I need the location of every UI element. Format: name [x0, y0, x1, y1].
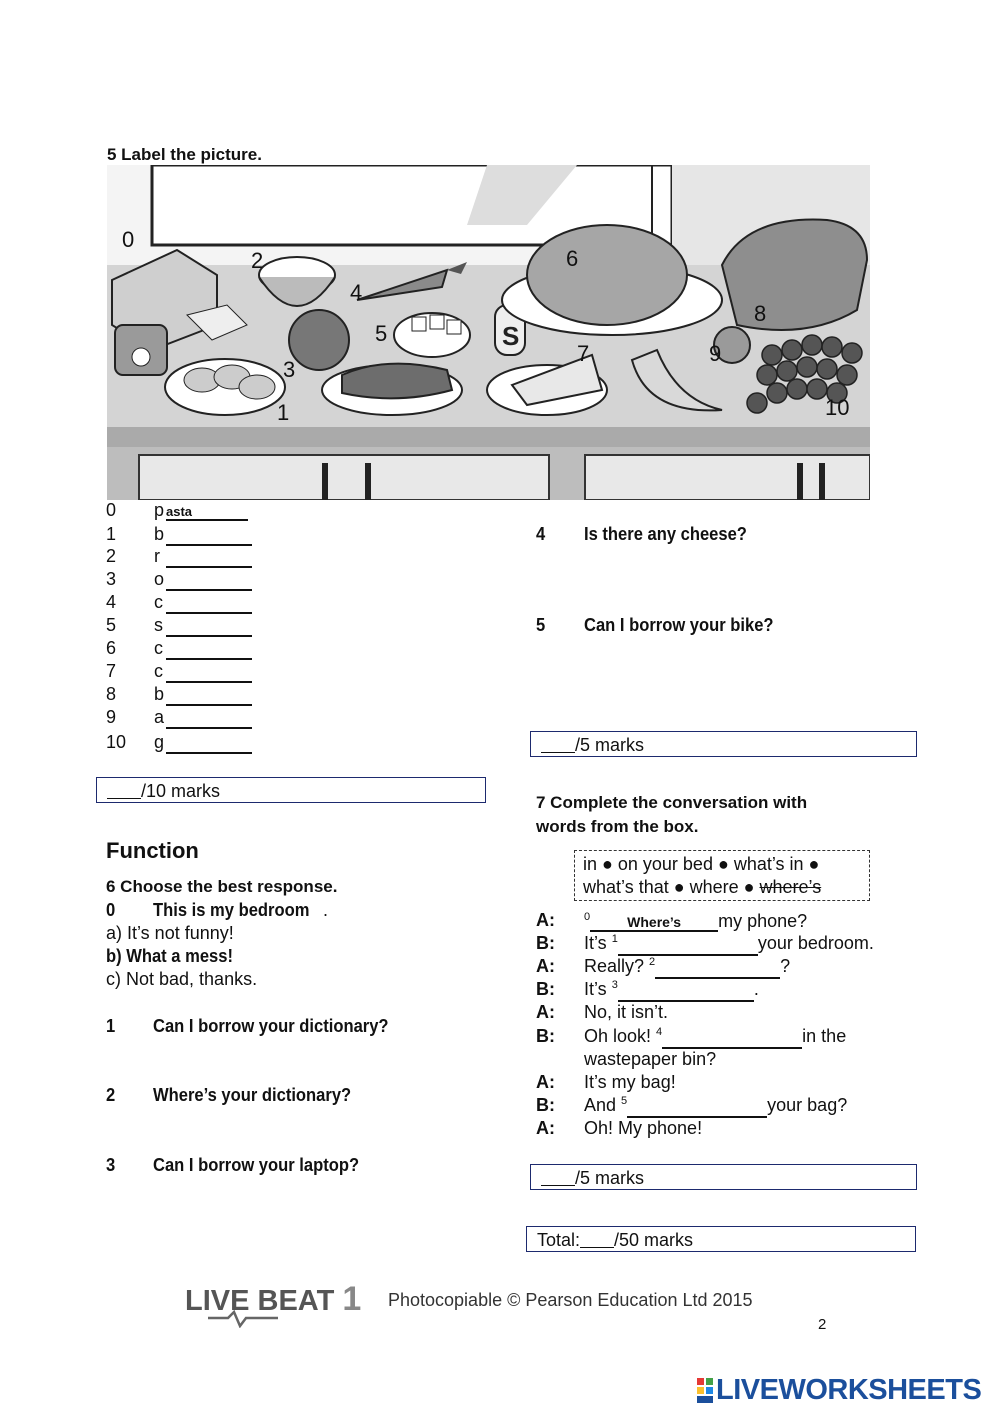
example-answer: Where’s [590, 910, 718, 932]
live-beat-level: 1 [342, 1280, 362, 1318]
marks-box-section-5 [96, 777, 486, 803]
question-text: Is there any cheese? [584, 524, 747, 544]
speaker-label: B: [536, 1095, 555, 1115]
answer-field-1[interactable] [166, 524, 252, 546]
gap-number: 2 [649, 956, 656, 968]
label-letter: p [154, 500, 165, 520]
dialogue-line-5-continued: wastepaper bin? [584, 1049, 717, 1069]
label-number: 0 [106, 500, 117, 520]
gap-2-input[interactable] [655, 957, 780, 979]
question-text: Where’s your dictionary? [153, 1085, 352, 1105]
dialogue-text: Really? [584, 956, 650, 976]
function-heading: Function [106, 838, 199, 863]
speaker-label: B: [536, 933, 555, 953]
word-box-used-word: where’s [759, 877, 822, 897]
label-number: 9 [106, 707, 117, 727]
answer-field-7[interactable] [166, 661, 252, 683]
label-letter: b [154, 524, 165, 544]
marks-blank[interactable] [541, 734, 575, 753]
dialogue-text: Oh look! [584, 1026, 657, 1046]
question-text: Can I borrow your laptop? [153, 1155, 360, 1175]
label-number: 1 [106, 524, 117, 544]
example-option-a: a) It’s not funny! [106, 923, 234, 943]
picture-number-1: 1 [277, 400, 290, 425]
live-beat-brand: LIVE BEAT [185, 1285, 335, 1317]
total-marks-box [526, 1226, 916, 1252]
liveworksheets-logo-icon [697, 1378, 713, 1404]
total-label: Total: [537, 1230, 581, 1250]
answer-field-4[interactable] [166, 592, 252, 614]
dialogue-line-4: No, it isn’t. [584, 1002, 669, 1022]
answer-field-8[interactable] [166, 684, 252, 706]
question-text: Can I borrow your dictionary? [153, 1016, 389, 1036]
dialogue-line-7 [584, 1095, 847, 1118]
picture-number-6: 6 [566, 246, 579, 271]
picture-number-2: 2 [251, 248, 264, 273]
question-number: 1 [106, 1016, 116, 1036]
picture-number-3: 3 [283, 357, 296, 382]
label-letter: c [154, 661, 163, 681]
marks-blank[interactable] [107, 780, 141, 799]
word-box [574, 850, 870, 901]
section-6-title: 6 Choose the best response. [106, 877, 338, 896]
label-letter: b [154, 684, 165, 704]
dialogue-line-3 [584, 979, 759, 1002]
dialogue-line-8: Oh! My phone! [584, 1118, 703, 1138]
total-marks-label: /50 marks [614, 1230, 694, 1250]
example-question-text: This is my bedroom [153, 900, 310, 920]
question-number: 3 [106, 1155, 116, 1175]
marks-label: /5 marks [575, 1168, 645, 1188]
speaker-label: A: [536, 956, 555, 976]
section-5-title: 5 Label the picture. [107, 145, 262, 164]
answer-field-6[interactable] [166, 638, 252, 660]
food-illustration [107, 165, 870, 500]
dialogue-text: It’s [584, 979, 612, 999]
label-number: 6 [106, 638, 117, 658]
picture-number-9: 9 [709, 341, 722, 366]
speaker-label: B: [536, 1026, 555, 1046]
marks-label: /5 marks [575, 735, 645, 755]
gap-5-input[interactable] [627, 1096, 767, 1118]
dialogue-line-6: It’s my bag! [584, 1072, 676, 1092]
dialogue-text: ? [780, 956, 791, 976]
example-option-b: b) What a mess! [106, 946, 233, 966]
label-number: 4 [106, 592, 117, 612]
dialogue-text: your bag? [767, 1095, 848, 1115]
dialogue-text: . [753, 979, 759, 999]
picture-number-7: 7 [577, 341, 590, 366]
label-letter: a [154, 707, 165, 727]
label-letter: s [154, 615, 163, 635]
liveworksheets-watermark: LIVEWORKSHEETS [716, 1374, 982, 1406]
gap-number: 3 [611, 979, 618, 991]
dialogue-text: And [584, 1095, 622, 1115]
label-letter: c [154, 638, 163, 658]
example-question [153, 900, 328, 921]
total-blank[interactable] [580, 1229, 614, 1248]
label-number: 5 [106, 615, 117, 635]
question-number: 5 [536, 615, 546, 635]
gap-3-input[interactable] [618, 980, 754, 1002]
label-number: 2 [106, 546, 117, 566]
picture-number-8: 8 [754, 301, 767, 326]
speaker-label: B: [536, 979, 555, 999]
answer-field-10[interactable] [166, 732, 252, 754]
section-7-title-line-1: 7 Complete the conversation with [536, 793, 808, 812]
heartbeat-icon [208, 1310, 278, 1328]
speaker-label: A: [536, 910, 555, 930]
page-number: 2 [818, 1316, 827, 1333]
label-letter: g [154, 732, 165, 752]
gap-number: 0 [584, 911, 591, 923]
answer-field-9[interactable] [166, 707, 252, 729]
label-letter: o [154, 569, 165, 589]
picture-number-4: 4 [350, 280, 363, 305]
gap-number: 5 [621, 1095, 628, 1107]
picture-number-0: 0 [122, 227, 135, 252]
label-number: 7 [106, 661, 117, 681]
dialogue-text: my phone? [718, 911, 808, 931]
dialogue-line-0 [584, 910, 807, 932]
marks-box-section-7 [530, 1164, 917, 1190]
gap-4-input[interactable] [662, 1027, 802, 1049]
marks-label: /10 marks [141, 781, 221, 801]
svg-text:S: S [502, 321, 520, 351]
question-text: Can I borrow your bike? [584, 615, 774, 635]
marks-box-section-6 [530, 731, 917, 757]
section-7-title-line-2: words from the box. [536, 817, 699, 836]
speaker-label: A: [536, 1072, 555, 1092]
answer-field-5[interactable] [166, 615, 252, 637]
word-box-line-2 [583, 876, 861, 899]
answer-field-3[interactable] [166, 569, 252, 591]
speaker-label: A: [536, 1118, 555, 1138]
answer-field-0[interactable]: asta [166, 501, 248, 521]
label-number: 3 [106, 569, 117, 589]
example-option-c: c) Not bad, thanks. [106, 969, 258, 989]
question-number: 2 [106, 1085, 116, 1105]
question-number: 4 [536, 524, 546, 544]
answer-field-2[interactable] [166, 546, 252, 568]
example-period: . [323, 900, 329, 920]
marks-blank[interactable] [541, 1167, 575, 1186]
label-letter: c [154, 592, 163, 612]
dialogue-line-2 [584, 956, 790, 979]
dialogue-text: It’s [584, 933, 612, 953]
word-box-line-2-text: what’s that ● where ● [583, 877, 760, 897]
gap-number: 4 [656, 1026, 663, 1038]
gap-number: 1 [611, 933, 618, 945]
label-number: 8 [106, 684, 117, 704]
gap-1-input[interactable] [618, 934, 758, 956]
example-number: 0 [106, 900, 116, 920]
speaker-label: A: [536, 1002, 555, 1022]
dialogue-line-1 [584, 933, 874, 956]
dialogue-text: your bedroom. [757, 933, 874, 953]
word-box-line-1: in ● on your bed ● what’s in ● [583, 854, 820, 874]
label-number: 10 [106, 732, 127, 752]
dialogue-line-5 [584, 1026, 846, 1049]
picture-number-5: 5 [375, 321, 388, 346]
label-letter: r [154, 546, 160, 566]
dialogue-text: in the [802, 1026, 847, 1046]
copyright-text: Photocopiable © Pearson Education Ltd 2015 [388, 1290, 753, 1310]
picture-number-10: 10 [825, 395, 850, 420]
